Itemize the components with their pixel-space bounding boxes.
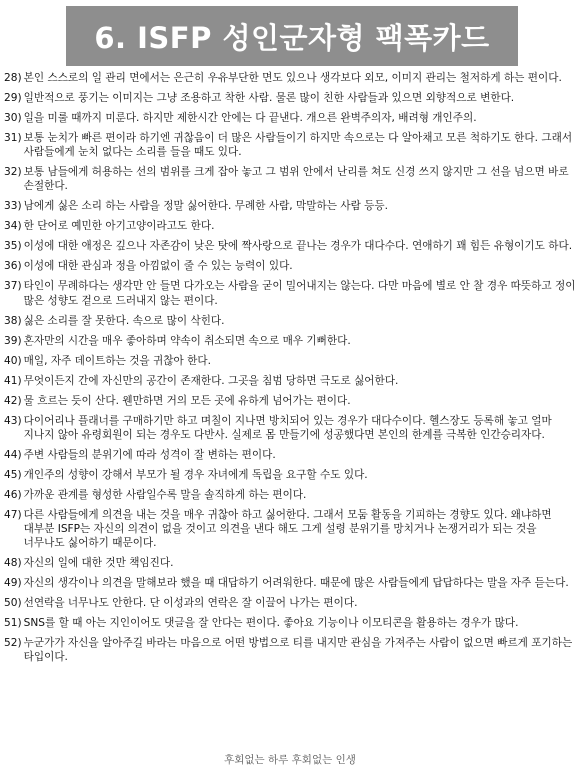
item-text: 주변 사람들의 분위기에 따라 성격이 잘 변하는 편이다. xyxy=(23,448,276,461)
list-item xyxy=(4,354,576,368)
item-number: 36) xyxy=(4,260,22,273)
item-number: 38) xyxy=(4,314,22,327)
list-item xyxy=(4,636,576,664)
item-text: 누군가가 자신을 알아주길 바라는 마음으로 어떤 방법으로 티를 내지만 관심을 가져주는 사람이 없으면 빠르게 포기하는 타입이다. xyxy=(23,637,573,664)
item-number: 48) xyxy=(4,557,22,570)
item-number: 30) xyxy=(4,112,22,124)
item-text: 다이어리나 플래너를 구매하기만 하고 며칠이 지나면 방치되어 있는 경우가 대다수이다. 헬스장도 등록해 놓고 얼마 지나지 않아 유령회원이 되는 경우도 다반사. 실제로 몸 만들기에 성공했다면 본인의 한계를 극복한 인간승리자다. xyxy=(23,414,552,441)
item-text: 자신의 일에 대한 것만 책임진다. xyxy=(23,557,174,570)
item-number: 41) xyxy=(4,374,22,387)
item-text: 가까운 관계를 형성한 사람일수록 말을 솔직하게 하는 편이다. xyxy=(23,488,307,501)
list-item xyxy=(4,199,576,213)
item-number: 28) xyxy=(4,72,22,84)
list-item xyxy=(4,468,576,482)
list-item xyxy=(4,394,576,408)
list-item xyxy=(4,448,576,462)
item-text: 무엇이든지 간에 자신만의 공간이 존재한다. 그곳을 침범 당하면 극도로 싫어한다. xyxy=(23,374,399,387)
list-item xyxy=(4,334,576,348)
item-number: 29) xyxy=(4,92,22,104)
item-text: 선연락을 너무나도 안한다. 단 이성과의 연락은 잘 이끌어 나가는 편이다. xyxy=(23,597,358,610)
item-text: 보통 눈치가 빠른 편이라 하기엔 귀찮음이 더 많은 사람들이기 하지만 속으로는 다 알아채고 모른 척하기도 한다. 그래서 사람들에게 눈치 없다는 소리를 들을 때도 있다. xyxy=(23,132,573,159)
page-title: 6. ISFP 성인군자형 팩폭카드 xyxy=(94,20,490,55)
item-text: 일을 미룰 때까지 미룬다. 하지만 제한시간 안에는 다 끝낸다. 개으른 완벽주의자, 배려형 개인주의. xyxy=(23,112,477,124)
item-number: 51) xyxy=(4,617,22,630)
item-number: 44) xyxy=(4,448,22,461)
item-number: 47) xyxy=(4,508,22,521)
list-item xyxy=(4,279,576,307)
title-banner xyxy=(66,6,518,66)
item-text: 이성에 대한 애정은 깊으나 자존감이 낮은 탓에 짝사랑으로 끝나는 경우가 대다수다. 연애하기 꽤 힘든 유형이기도 하다. xyxy=(23,240,573,253)
item-number: 43) xyxy=(4,414,22,427)
list-item xyxy=(4,616,576,630)
list-item xyxy=(4,508,576,551)
item-text: 싫은 소리를 잘 못한다. 속으로 많이 삭힌다. xyxy=(23,314,225,327)
list-item xyxy=(4,596,576,610)
item-text: SNS를 할 때 아는 지인이어도 댓글을 잘 안다는 편이다. 좋아요 기능이나 이모티콘을 활용하는 경우가 많다. xyxy=(23,617,519,630)
item-number: 40) xyxy=(4,354,22,367)
list-item xyxy=(4,576,576,590)
item-text: 매일, 자주 데이트하는 것을 귀찮아 한다. xyxy=(23,354,211,367)
item-number: 34) xyxy=(4,220,22,233)
list-item xyxy=(4,71,576,85)
item-number: 39) xyxy=(4,334,22,347)
item-text: 개인주의 성향이 강해서 부모가 될 경우 자녀에게 독립을 요구할 수도 있다. xyxy=(23,468,368,481)
item-number: 33) xyxy=(4,200,22,213)
footer-caption: 후회없는 하루 후회없는 인생 xyxy=(224,754,356,766)
item-number: 42) xyxy=(4,394,22,407)
list-item xyxy=(4,91,576,105)
item-text: 혼자만의 시간을 매우 좋아하며 약속이 취소되면 속으로 매우 기뻐한다. xyxy=(23,334,351,347)
list-item xyxy=(4,111,576,125)
item-text: 남에게 싫은 소리 하는 사람을 정말 싫어한다. 무례한 사람, 막말하는 사람 등등. xyxy=(23,200,389,213)
item-number: 46) xyxy=(4,488,22,501)
item-number: 37) xyxy=(4,280,22,293)
item-text: 타인이 무례하다는 생각만 안 들면 다가오는 사람을 굳이 밀어내지는 않는다. 다만 마음에 별로 안 찰 경우 따뜻하고 정이 많은 성향도 겉으로 드러내지 않는 편이다. xyxy=(23,280,576,307)
item-text: 물 흐르는 듯이 산다. 웬만하면 거의 모든 곳에 유하게 넘어가는 편이다. xyxy=(23,394,351,407)
item-number: 52) xyxy=(4,637,22,650)
item-number: 50) xyxy=(4,597,22,610)
item-number: 35) xyxy=(4,240,22,253)
trait-list xyxy=(4,71,576,747)
list-item xyxy=(4,314,576,328)
item-number: 31) xyxy=(4,132,22,144)
item-number: 45) xyxy=(4,468,22,481)
list-item xyxy=(4,374,576,388)
item-text: 한 단어로 예민한 아기고양이라고도 한다. xyxy=(23,220,215,233)
item-number: 32) xyxy=(4,166,22,179)
item-text: 다른 사람들에게 의견을 내는 것을 매우 귀찮아 하고 싫어한다. 그래서 모둠 활동을 기피하는 경향도 있다. 왜냐하면 대부분 ISFP는 자신의 의견이 없을 것이고 의견을 낸다 해도 그게 설령 분위기를 망치거나 논쟁거리가 되는 것을 너무나도 싫어하기 때문이다. xyxy=(23,508,552,550)
list-item xyxy=(4,165,576,193)
item-text: 이성에 대한 관심과 정을 아낌없이 줄 수 있는 능력이 있다. xyxy=(23,260,293,273)
list-item xyxy=(4,239,576,253)
list-item xyxy=(4,131,576,159)
list-item xyxy=(4,556,576,570)
item-text: 자신의 생각이나 의견을 말해보라 했을 때 대답하기 어려워한다. 때문에 많은 사람들에게 답답하다는 말을 자주 듣는다. xyxy=(23,577,569,590)
item-text: 보통 남들에게 허용하는 선의 범위를 크게 잡아 놓고 그 범위 안에서 난리를 쳐도 신경 쓰지 않지만 그 선을 넘으면 바로 손절한다. xyxy=(23,166,569,193)
item-text: 일반적으로 풍기는 이미지는 그냥 조용하고 착한 사람. 물론 많이 친한 사람들과 있으면 외향적으로 변한다. xyxy=(23,92,515,104)
list-item xyxy=(4,259,576,273)
list-item xyxy=(4,414,576,442)
item-text: 본인 스스로의 일 관리 면에서는 은근히 우유부단한 면도 있으나 생각보다 외모, 이미지 관리는 철저하게 하는 편이다. xyxy=(23,72,562,84)
list-item xyxy=(4,219,576,233)
item-number: 49) xyxy=(4,577,22,590)
list-item xyxy=(4,488,576,502)
